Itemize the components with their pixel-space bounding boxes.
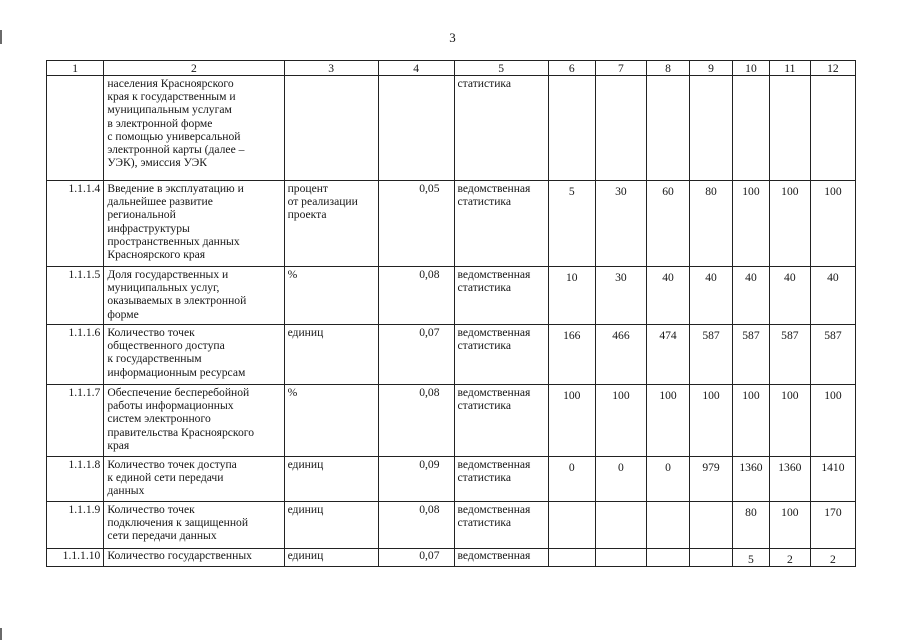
value-col-7: 30: [595, 181, 646, 267]
value-col-12: 100: [810, 385, 855, 457]
value-col-10: 587: [733, 325, 770, 385]
indicator-weight: 0,08: [378, 385, 454, 457]
header-cell: 7: [595, 61, 646, 76]
table-row: [47, 76, 856, 181]
header-cell: 9: [690, 61, 733, 76]
value-col-12: 587: [810, 325, 855, 385]
data-source: ведомственная статистика: [454, 267, 548, 325]
scan-edge-mark-bottom: [0, 628, 2, 640]
value-col-7: 30: [595, 267, 646, 325]
value-col-10: 80: [733, 502, 770, 549]
unit-of-measure: единиц: [284, 549, 378, 567]
header-cell: 6: [548, 61, 595, 76]
indicator-name: Количество государственных: [104, 549, 284, 567]
data-source: ведомственная статистика: [454, 502, 548, 549]
value-col-7: 100: [595, 385, 646, 457]
indicator-name: Доля государственных и муниципальных услуг, оказываемых в электронной форме: [104, 267, 284, 325]
value-col-9: 587: [690, 325, 733, 385]
unit-of-measure: процент от реализации проекта: [284, 181, 378, 267]
value-col-8: [647, 549, 690, 567]
value-col-6: 10: [548, 267, 595, 325]
value-col-7: 0: [595, 457, 646, 502]
header-cell: 10: [733, 61, 770, 76]
row-number: 1.1.1.10: [47, 549, 104, 567]
header-cell: 8: [647, 61, 690, 76]
data-source: ведомственная: [454, 549, 548, 567]
unit-of-measure: [284, 76, 378, 181]
table-row: [47, 502, 856, 549]
indicator-weight: 0,05: [378, 181, 454, 267]
table-row: [47, 385, 856, 457]
value-col-11: 100: [769, 181, 810, 267]
value-col-9: [690, 549, 733, 567]
value-col-11: 100: [769, 502, 810, 549]
value-col-6: 100: [548, 385, 595, 457]
indicator-name: Количество точек подключения к защищенной сети передачи данных: [104, 502, 284, 549]
value-col-10: [733, 76, 770, 181]
row-number: 1.1.1.6: [47, 325, 104, 385]
header-cell: 11: [769, 61, 810, 76]
unit-of-measure: единиц: [284, 325, 378, 385]
table-row: [47, 267, 856, 325]
value-col-11: 40: [769, 267, 810, 325]
value-col-12: 40: [810, 267, 855, 325]
page-number: 3: [449, 30, 456, 45]
value-col-8: [647, 76, 690, 181]
row-number: 1.1.1.9: [47, 502, 104, 549]
value-col-12: 100: [810, 181, 855, 267]
unit-of-measure: %: [284, 267, 378, 325]
header-cell: 2: [104, 61, 284, 76]
table-header-row: [47, 61, 856, 76]
value-col-11: 587: [769, 325, 810, 385]
row-number: 1.1.1.7: [47, 385, 104, 457]
value-col-10: 1360: [733, 457, 770, 502]
value-col-7: [595, 76, 646, 181]
data-source: ведомственная статистика: [454, 325, 548, 385]
value-col-6: 0: [548, 457, 595, 502]
indicator-name: населения Красноярского края к государственным и муниципальным услугам в электронной форме с помощью универсальной электронной карты (далее – УЭК), эмиссия УЭК: [104, 76, 284, 181]
value-col-7: [595, 549, 646, 567]
value-col-10: 40: [733, 267, 770, 325]
value-col-12: 1410: [810, 457, 855, 502]
value-col-8: 474: [647, 325, 690, 385]
value-col-7: [595, 502, 646, 549]
value-col-8: 60: [647, 181, 690, 267]
value-col-6: 5: [548, 181, 595, 267]
indicator-name: Количество точек общественного доступа к государственным информационным ресурсам: [104, 325, 284, 385]
value-col-8: 40: [647, 267, 690, 325]
header-cell: 5: [454, 61, 548, 76]
indicator-name: Количество точек доступа к единой сети передачи данных: [104, 457, 284, 502]
value-col-9: 979: [690, 457, 733, 502]
indicator-weight: 0,07: [378, 325, 454, 385]
value-col-9: 40: [690, 267, 733, 325]
header-cell: 12: [810, 61, 855, 76]
value-col-9: 80: [690, 181, 733, 267]
header-cell: 3: [284, 61, 378, 76]
table-row: [47, 325, 856, 385]
indicators-table: [46, 60, 856, 567]
indicator-weight: 0,08: [378, 502, 454, 549]
indicator-weight: 0,07: [378, 549, 454, 567]
value-col-6: 166: [548, 325, 595, 385]
value-col-9: [690, 502, 733, 549]
value-col-11: 1360: [769, 457, 810, 502]
value-col-7: 466: [595, 325, 646, 385]
table-row: [47, 457, 856, 502]
value-col-10: 5: [733, 549, 770, 567]
value-col-6: [548, 502, 595, 549]
value-col-8: 0: [647, 457, 690, 502]
header-cell: 1: [47, 61, 104, 76]
unit-of-measure: единиц: [284, 502, 378, 549]
value-col-12: [810, 76, 855, 181]
table-row: [47, 549, 856, 567]
value-col-8: 100: [647, 385, 690, 457]
value-col-8: [647, 502, 690, 549]
value-col-6: [548, 549, 595, 567]
indicator-weight: 0,08: [378, 267, 454, 325]
value-col-10: 100: [733, 385, 770, 457]
value-col-10: 100: [733, 181, 770, 267]
value-col-9: 100: [690, 385, 733, 457]
row-number: [47, 76, 104, 181]
value-col-6: [548, 76, 595, 181]
value-col-12: 170: [810, 502, 855, 549]
header-cell: 4: [378, 61, 454, 76]
value-col-11: 2: [769, 549, 810, 567]
row-number: 1.1.1.4: [47, 181, 104, 267]
data-source: статистика: [454, 76, 548, 181]
row-number: 1.1.1.5: [47, 267, 104, 325]
data-source: ведомственная статистика: [454, 181, 548, 267]
value-col-9: [690, 76, 733, 181]
unit-of-measure: %: [284, 385, 378, 457]
indicator-weight: 0,09: [378, 457, 454, 502]
value-col-12: 2: [810, 549, 855, 567]
table-row: [47, 181, 856, 267]
data-source: ведомственная статистика: [454, 457, 548, 502]
value-col-11: [769, 76, 810, 181]
indicator-weight: [378, 76, 454, 181]
value-col-11: 100: [769, 385, 810, 457]
indicator-name: Обеспечение бесперебойной работы информационных систем электронного правительства Красноярского края: [104, 385, 284, 457]
unit-of-measure: единиц: [284, 457, 378, 502]
data-source: ведомственная статистика: [454, 385, 548, 457]
indicator-name: Введение в эксплуатацию и дальнейшее развитие региональной инфраструктуры пространственных данных Красноярского края: [104, 181, 284, 267]
row-number: 1.1.1.8: [47, 457, 104, 502]
